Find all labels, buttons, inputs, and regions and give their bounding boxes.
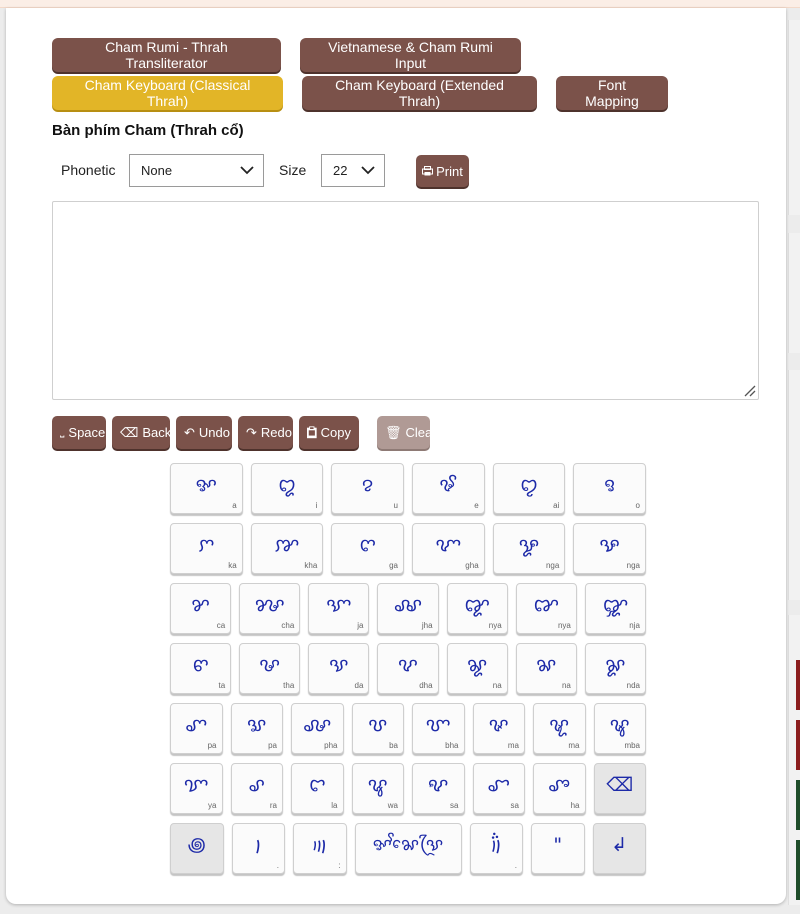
key-symbol[interactable] (355, 823, 462, 874)
key-label: la (331, 801, 338, 810)
key-glyph: ꨑ (464, 594, 490, 616)
key-label: e (474, 501, 479, 510)
undo-icon: ↶ (184, 424, 195, 440)
key-glyph: " (553, 834, 563, 856)
phonetic-label: Phonetic (61, 162, 116, 178)
redo-label: Redo (260, 425, 292, 440)
side-panel-strip (788, 20, 800, 215)
key-label: i (315, 501, 318, 510)
key-label: na (561, 681, 571, 690)
key-label: ha (570, 801, 580, 810)
key-glyph: ꨡ (609, 714, 630, 736)
key-.[interactable] (470, 823, 524, 874)
key-ja[interactable] (308, 583, 369, 634)
tab-extended-keyboard[interactable]: Cham Keyboard (Extended Thrah) (302, 76, 537, 110)
key-o[interactable] (573, 463, 646, 514)
key-label: ga (389, 561, 398, 570)
side-panel-strip (788, 233, 800, 353)
key-cha[interactable] (239, 583, 300, 634)
key-label: wa (387, 801, 398, 810)
key-label: jha (421, 621, 433, 630)
side-panel-strip (788, 370, 800, 600)
key-ma[interactable] (533, 703, 586, 754)
chevron-down-icon (360, 162, 376, 178)
space-button[interactable] (52, 416, 106, 449)
key-glyph: ꨚ (185, 714, 208, 736)
backspace-key[interactable] (594, 763, 647, 814)
key-glyph: ꨘ (467, 654, 488, 676)
key-label: nga (545, 561, 560, 570)
enter-key[interactable] (593, 823, 647, 874)
cham-text-area[interactable] (52, 201, 759, 400)
key-label: a (232, 501, 237, 510)
clear-button[interactable] (377, 416, 437, 449)
backspace-icon: ⌫ (606, 774, 634, 796)
key-pa[interactable] (170, 703, 223, 754)
key-u[interactable] (331, 463, 404, 514)
key-glyph: ꨕ (329, 654, 349, 676)
key-sa[interactable] (473, 763, 526, 814)
key-nga[interactable] (573, 523, 646, 574)
key-ta[interactable] (170, 643, 231, 694)
key-label: bha (445, 741, 459, 750)
key-label: ca (216, 621, 226, 630)
key-label: dha (419, 681, 433, 690)
key-ma[interactable] (473, 703, 526, 754)
key-.[interactable] (232, 823, 286, 874)
copy-label: Copy (320, 425, 351, 440)
print-button[interactable] (416, 155, 469, 187)
key-ka[interactable] (170, 523, 243, 574)
key-label: . (514, 861, 517, 870)
key-glyph: ꨀꨩꨗꨯꨕꨴ (372, 835, 444, 855)
tab-font-mapping[interactable]: Font Mapping (556, 76, 668, 110)
key-label: na (492, 681, 502, 690)
printer-icon (422, 166, 433, 176)
redo-icon: ↷ (246, 424, 257, 440)
key-nja[interactable] (585, 583, 646, 634)
key-glyph: ꨥ (367, 774, 388, 796)
phonetic-select[interactable] (129, 154, 264, 187)
clipboard-icon (307, 426, 317, 439)
key-label: nya (488, 621, 502, 630)
key-glyph: ꨇ (274, 534, 300, 556)
undo-label: Undo (198, 425, 230, 440)
key-label: gha (465, 561, 479, 570)
key-dha[interactable] (377, 643, 438, 694)
key-label: pa (268, 741, 277, 750)
key-pa[interactable] (231, 703, 284, 754)
key-glyph: ꨏ (393, 594, 423, 616)
backspace-icon: ⌫ (120, 424, 139, 440)
key-glyph: ꩞ (489, 834, 503, 856)
key-kha[interactable] (251, 523, 324, 574)
key-:[interactable] (293, 823, 347, 874)
side-accent-red (796, 660, 800, 710)
key-glyph: ꨦ (428, 774, 449, 796)
key-label: : (338, 861, 341, 870)
key-label: sa (510, 801, 519, 810)
key-nga[interactable] (493, 523, 566, 574)
key-glyph: ꨨ (548, 774, 571, 796)
key-ba[interactable] (352, 703, 405, 754)
back-button[interactable] (112, 416, 170, 449)
key-label: sa (450, 801, 459, 810)
print-label: Print (436, 163, 463, 179)
clear-label: Clear (405, 425, 437, 440)
key-label: nda (626, 681, 640, 690)
key-glyph: ꨢ (183, 774, 209, 796)
key-glyph: ꨁ (278, 474, 296, 496)
key-glyph: ꨙ (605, 654, 626, 676)
key-label: ai (553, 501, 560, 510)
enter-icon: ↲ (611, 834, 628, 856)
key-e[interactable] (412, 463, 485, 514)
key-label: . (276, 861, 279, 870)
key-glyph: ꨠ (549, 714, 570, 736)
key-bha[interactable] (412, 703, 465, 754)
key-glyph: ꨤ (308, 774, 326, 796)
key-symbol[interactable] (531, 823, 585, 874)
page-title: Bàn phím Cham (Thrah cổ) (52, 122, 244, 139)
key-glyph: ꨖ (398, 654, 418, 676)
key-glyph: ꨂ (362, 474, 374, 496)
key-ai[interactable] (493, 463, 566, 514)
key-ha[interactable] (533, 763, 586, 814)
key-glyph: ꨓ (192, 654, 209, 676)
key-glyph: ꨈ (359, 534, 376, 556)
key-mba[interactable] (594, 703, 647, 754)
key-glyph: ꨉ (435, 534, 462, 556)
key-label: ma (568, 741, 580, 750)
tab-classical-keyboard[interactable]: Cham Keyboard (Classical Thrah) (52, 76, 283, 110)
key-wa[interactable] (352, 763, 405, 814)
key-na[interactable] (516, 643, 577, 694)
toggle-key[interactable] (170, 823, 224, 874)
key-label: ja (357, 621, 364, 630)
key-glyph: ꨆ (198, 534, 215, 556)
key-glyph: ꨐ (533, 594, 560, 616)
key-nya[interactable] (516, 583, 577, 634)
resize-handle-icon[interactable] (742, 383, 756, 397)
key-la[interactable] (291, 763, 344, 814)
key-ca[interactable] (170, 583, 231, 634)
key-glyph: ꨊ (599, 534, 620, 556)
key-jha[interactable] (377, 583, 438, 634)
key-na[interactable] (447, 643, 508, 694)
space-label: Space (68, 425, 106, 440)
tab-transliterator[interactable]: Cham Rumi - Thrah Transliterator (52, 38, 281, 72)
key-glyph: ꨜ (303, 714, 332, 736)
key-ra[interactable] (231, 763, 284, 814)
undo-button[interactable] (176, 416, 232, 449)
key-glyph: ꨅ (604, 474, 616, 496)
key-glyph: ꨌ (191, 594, 210, 616)
key-glyph: ꨟ (488, 714, 509, 736)
phonetic-select-value: None (141, 163, 173, 178)
back-label: Back (142, 425, 172, 440)
chevron-down-icon (239, 162, 255, 178)
key-label: ra (269, 801, 277, 810)
side-accent-green (796, 780, 800, 830)
key-tha[interactable] (239, 643, 300, 694)
key-glyph: ꨍ (254, 594, 285, 616)
key-glyph: ꨗ (536, 654, 557, 676)
key-a[interactable] (170, 463, 243, 514)
key-label: mba (624, 741, 640, 750)
key-i[interactable] (251, 463, 324, 514)
side-accent-red (796, 720, 800, 770)
key-glyph: ꨞ (425, 714, 451, 736)
top-accent-bar (0, 0, 800, 8)
key-label: o (635, 501, 640, 510)
key-label: nga (626, 561, 640, 570)
size-select[interactable] (321, 154, 385, 187)
key-glyph: ꨧ (487, 774, 510, 796)
key-label: ya (208, 801, 217, 810)
key-label: u (393, 501, 398, 510)
key-label: pa (207, 741, 217, 750)
size-label: Size (279, 162, 307, 178)
trash-icon: 🗑 (385, 424, 402, 440)
key-ya[interactable] (170, 763, 223, 814)
key-label: ta (218, 681, 226, 690)
key-glyph: ꨒ (602, 594, 629, 616)
key-label: ba (389, 741, 398, 750)
key-glyph: ꨄ (520, 474, 538, 496)
key-label: cha (281, 621, 295, 630)
key-label: ka (228, 561, 237, 570)
key-nda[interactable] (585, 643, 646, 694)
key-glyph: ꨎ (326, 594, 352, 616)
key-pha[interactable] (291, 703, 344, 754)
key-sa[interactable] (412, 763, 465, 814)
key-label: ma (507, 741, 519, 750)
key-glyph: ꨔ (259, 654, 281, 676)
space-icon: ⎵ (60, 426, 65, 438)
key-label: tha (283, 681, 295, 690)
copy-button[interactable] (299, 416, 359, 449)
key-ga[interactable] (331, 523, 404, 574)
key-glyph: ꨛ (247, 714, 267, 736)
key-glyph: ꩜ (187, 834, 206, 856)
redo-button[interactable] (238, 416, 293, 449)
key-glyph: ꨀ (195, 474, 217, 496)
key-label: nya (557, 621, 571, 630)
key-da[interactable] (308, 643, 369, 694)
key-label: da (354, 681, 364, 690)
key-glyph: ꨣ (248, 774, 265, 796)
key-label: nja (629, 621, 640, 630)
side-accent-green (796, 840, 800, 900)
key-glyph: ꨝ (368, 714, 388, 736)
key-label: pha (324, 741, 338, 750)
key-nya[interactable] (447, 583, 508, 634)
key-glyph: ꩟ (311, 834, 328, 856)
key-glyph: ꨃ (439, 474, 458, 496)
key-label: kha (304, 561, 318, 570)
key-glyph: ꨋ (518, 534, 540, 556)
key-gha[interactable] (412, 523, 485, 574)
size-select-value: 22 (333, 163, 348, 178)
key-glyph: ꩝ (254, 834, 263, 856)
tab-vietnamese-input[interactable]: Vietnamese & Cham Rumi Input (300, 38, 521, 72)
